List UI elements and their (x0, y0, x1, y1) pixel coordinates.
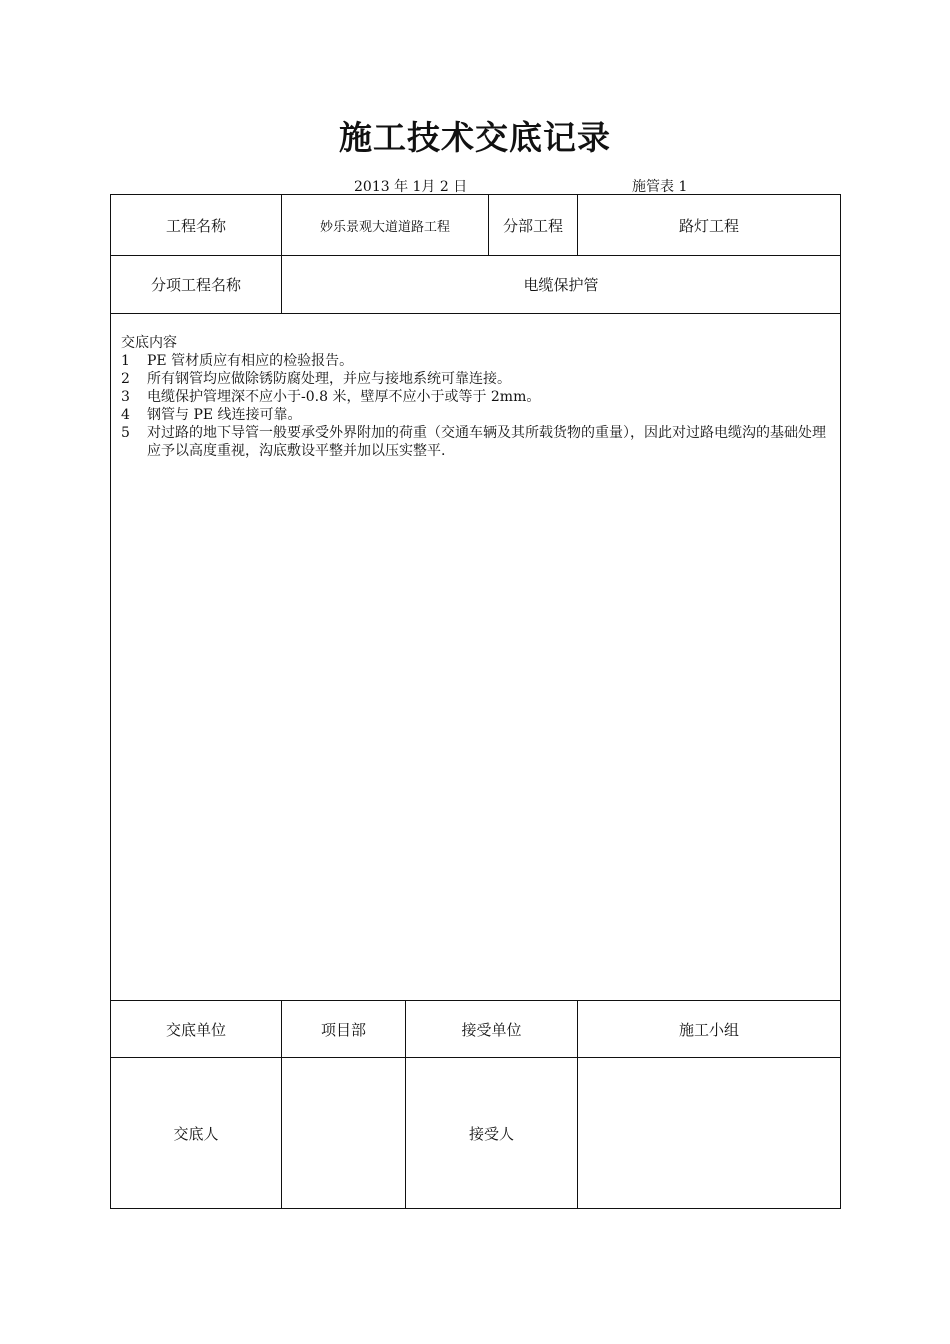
item-number: 2 (121, 371, 130, 387)
item-number: 3 (121, 389, 130, 405)
signature-row (111, 1058, 841, 1209)
content-item (121, 370, 830, 388)
item-text: PE 管材质应有相应的检验报告。 (147, 353, 354, 369)
receiver-person-signature (578, 1058, 841, 1209)
record-table (110, 194, 841, 1209)
document-title: 施工技术交底记录 (339, 118, 611, 157)
project-name-label: 工程名称 (111, 195, 282, 256)
subitem-value: 电缆保护管 (282, 256, 841, 314)
division-value: 路灯工程 (578, 195, 841, 256)
content-item (121, 406, 830, 424)
receiver-unit-label: 接受单位 (406, 1001, 578, 1058)
division-label: 分部工程 (489, 195, 578, 256)
item-text: 所有钢管均应做除锈防腐处理，并应与接地系统可靠连接。 (147, 371, 511, 387)
content-item (121, 388, 830, 406)
content-row (111, 314, 841, 1001)
content-item (121, 424, 830, 460)
record-date: 2013 年 1月 2 日 (354, 179, 468, 195)
issuer-unit-label: 交底单位 (111, 1001, 282, 1058)
content-cell (111, 314, 841, 1001)
receiver-unit-value: 施工小组 (578, 1001, 841, 1058)
subitem-label: 分项工程名称 (111, 256, 282, 314)
unit-row (111, 1001, 841, 1058)
item-number: 1 (121, 353, 130, 369)
receiver-person-label: 接受人 (406, 1058, 578, 1209)
content-heading: 交底内容 (121, 335, 177, 351)
item-text: 对过路的地下导管一般要承受外界附加的荷重（交通车辆及其所载货物的重量），因此对过路电缆沟的基础处理应予以高度重视，沟底敷设平整并加以压实整平. (147, 425, 826, 459)
project-name-value: 妙乐景观大道道路工程 (282, 195, 489, 256)
issuer-person-label: 交底人 (111, 1058, 282, 1209)
content-item (121, 352, 830, 370)
project-row (111, 195, 841, 256)
item-number: 4 (121, 407, 130, 423)
item-text: 钢管与 PE 线连接可靠。 (147, 407, 302, 423)
item-text: 电缆保护管埋深不应小于-0.8 米，壁厚不应小于或等于 2mm。 (147, 389, 541, 405)
issuer-unit-value: 项目部 (282, 1001, 406, 1058)
issuer-person-signature (282, 1058, 406, 1209)
subitem-row (111, 256, 841, 314)
content-list (121, 352, 830, 460)
item-number: 5 (121, 425, 130, 441)
form-code: 施管表 1 (632, 179, 688, 195)
